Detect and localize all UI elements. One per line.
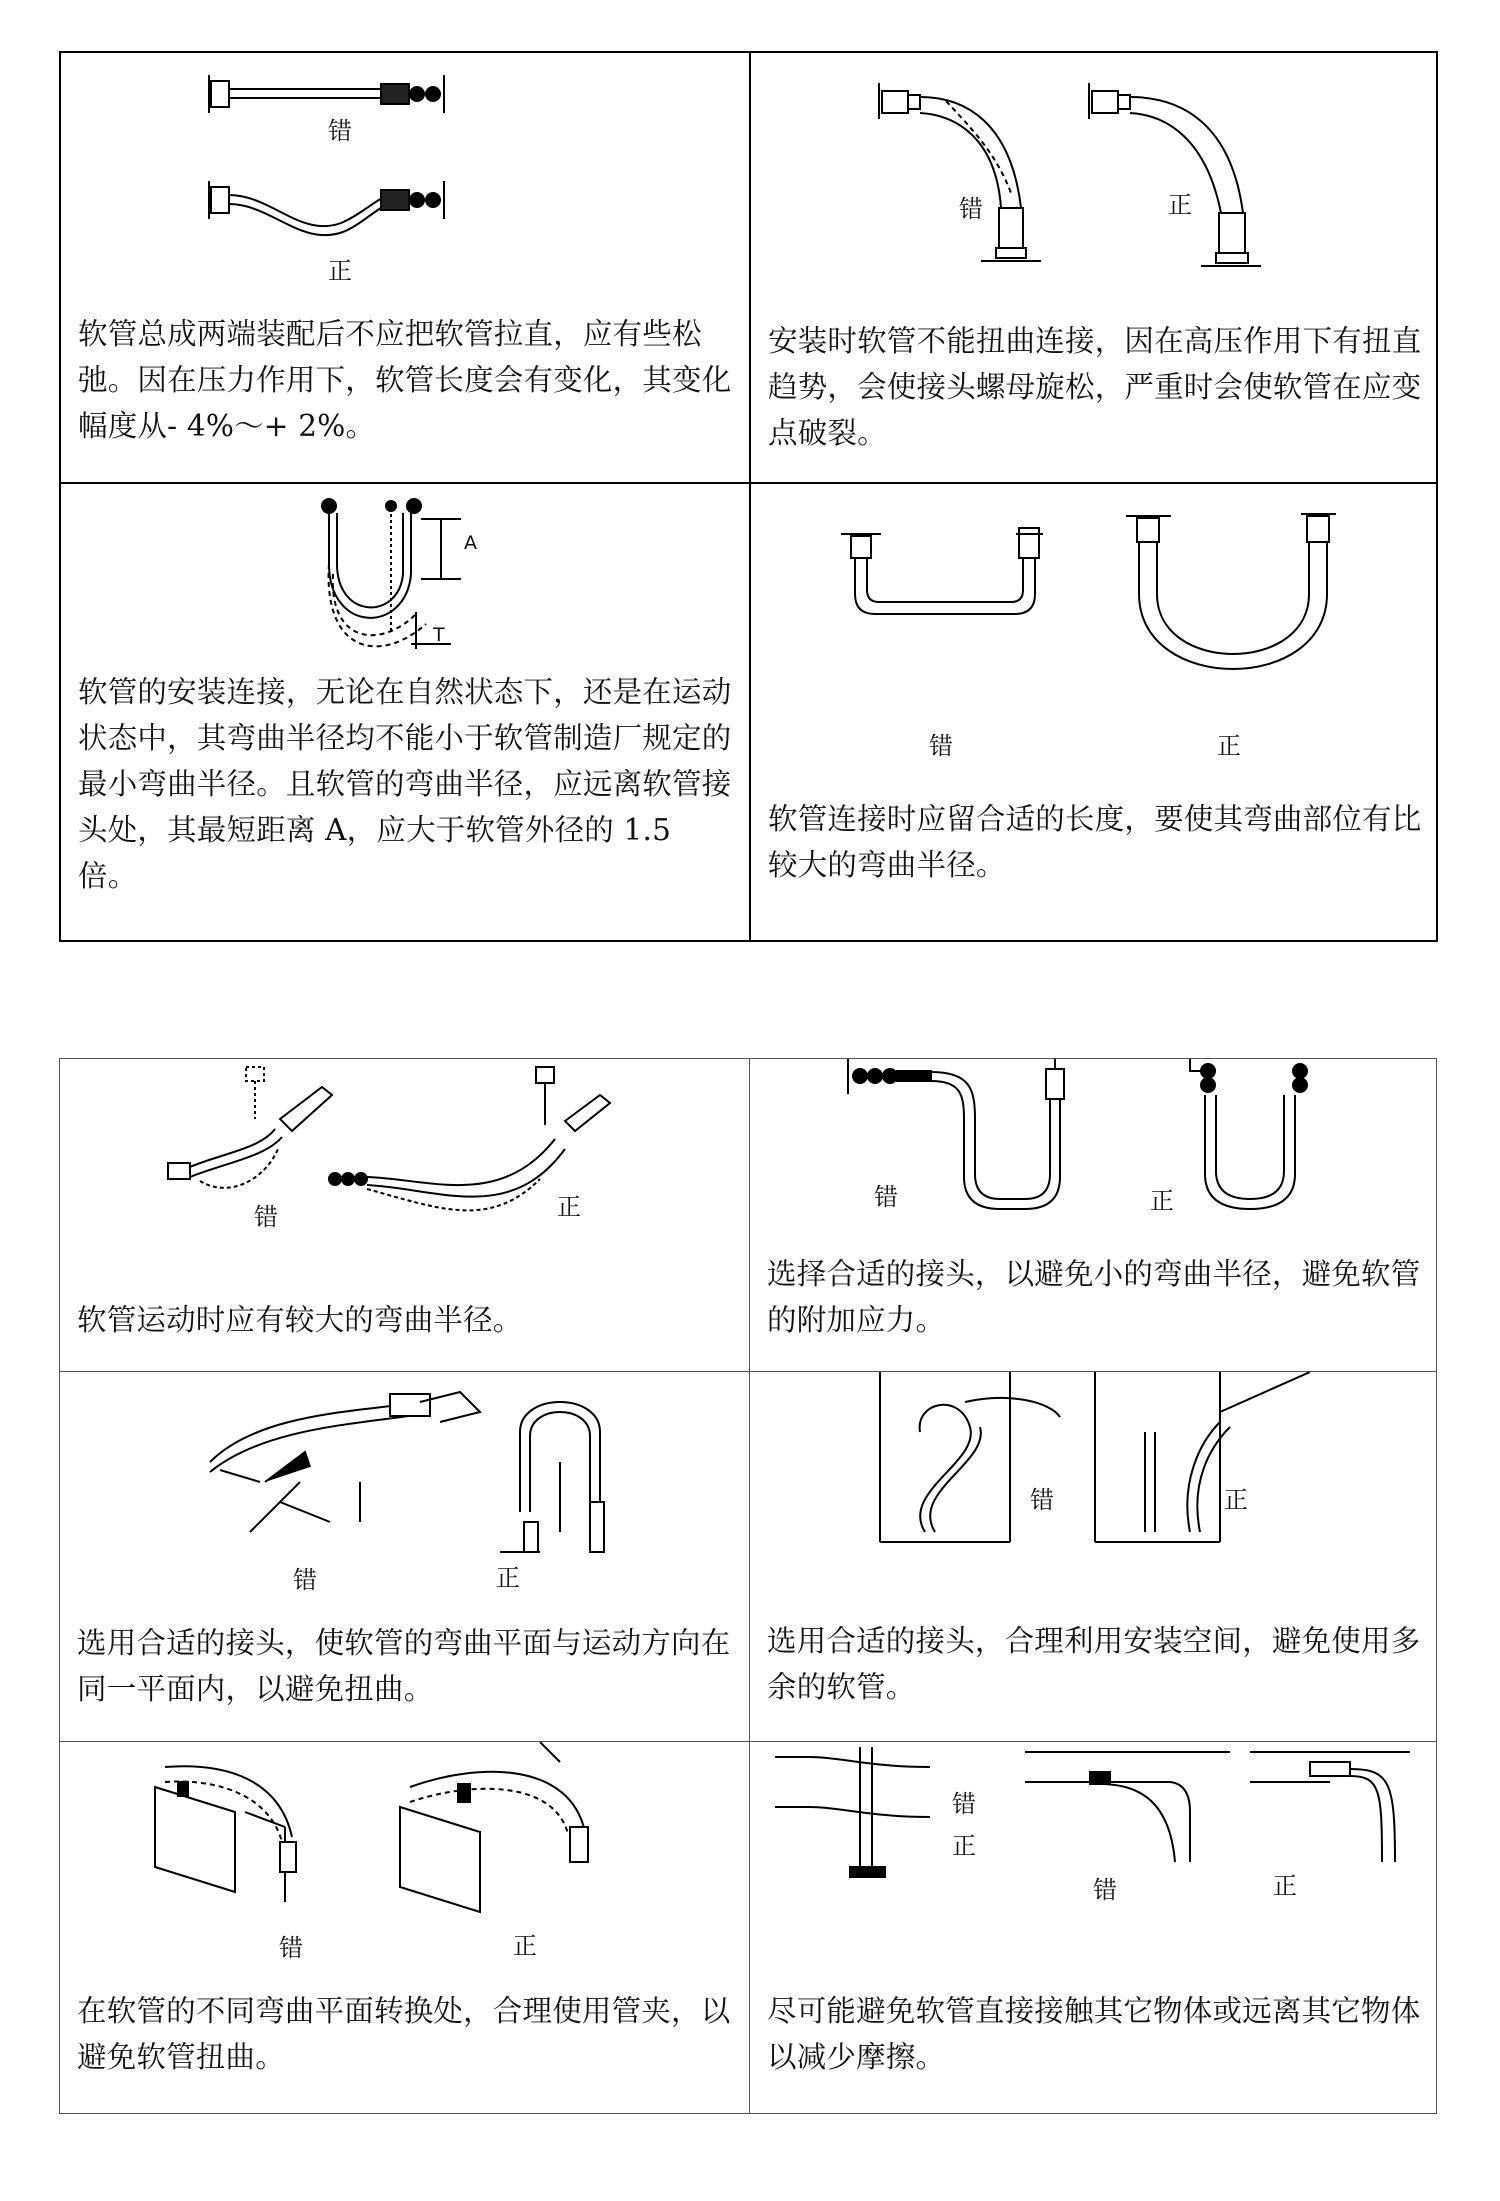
- cell-description: 选用合适的接头，合理利用安装空间，避免使用多余的软管。: [767, 1624, 1421, 1704]
- cell-moving-hose: [60, 1059, 750, 1372]
- twisted-vs-untwisted-hose-figure: [751, 53, 1438, 293]
- hose-length-figure: [751, 484, 1438, 714]
- install-space-figure: [750, 1372, 1437, 1572]
- hose-installation-table-1: [59, 51, 1438, 942]
- fitting-choice-figure: [750, 1059, 1437, 1259]
- cell-description: 软管运动时应有较大的弯曲半径。: [77, 1303, 523, 1337]
- cell-description: 尽可能避免软管直接接触其它物体或远离其它物体以减少摩擦。: [767, 1994, 1421, 2074]
- label-right: 正: [1224, 1486, 1248, 1514]
- cell-avoid-friction: [750, 1742, 1437, 2114]
- cell-description: 软管的安装连接，无论在自然状态下，还是在运动状态中，其弯曲半径均不能小于软管制造厂规定的最小弯曲半径。且软管的弯曲半径，应远离软管接头处，其最短距离 A，应大于软管外径的 1.5 倍。: [78, 675, 732, 893]
- cell-hose-clamp: [60, 1742, 750, 2114]
- label-wrong: 错: [1093, 1876, 1117, 1904]
- label-wrong: 错: [874, 1183, 898, 1211]
- label-wrong: 错: [328, 117, 352, 145]
- bend-plane-figure: [60, 1372, 750, 1572]
- label-right: 正: [1168, 191, 1192, 219]
- dimension-label-a: A: [464, 532, 477, 554]
- cell-description: 选用合适的接头，使软管的弯曲平面与运动方向在同一平面内，以避免扭曲。: [77, 1626, 731, 1706]
- label-right: 正: [1217, 732, 1241, 760]
- hose-clamp-figure: [60, 1742, 750, 1942]
- label-wrong: 错: [279, 1934, 303, 1962]
- dimension-label-t: T: [433, 624, 445, 646]
- label-wrong: 错: [1030, 1486, 1054, 1514]
- label-right: 正: [328, 257, 352, 285]
- min-bend-radius-figure: [61, 484, 751, 684]
- cell-description: 安装时软管不能扭曲连接，因在高压作用下有扭直趋势，会使接头螺母旋松，严重时会使软管在应变点破裂。: [768, 324, 1422, 450]
- label-right: 正: [496, 1564, 520, 1592]
- label-right: 正: [1150, 1187, 1174, 1215]
- moving-hose-bend-figure: [60, 1059, 750, 1259]
- label-wrong: 错: [929, 732, 953, 760]
- label-right: 正: [1273, 1872, 1297, 1900]
- label-right: 正: [513, 1932, 537, 1960]
- cell-description: 软管连接时应留合适的长度，要使其弯曲部位有比较大的弯曲半径。: [768, 802, 1422, 882]
- cell-bend-radius: [60, 483, 750, 941]
- label-wrong: 错: [952, 1790, 976, 1818]
- label-right: 正: [557, 1193, 581, 1221]
- cell-description: 选择合适的接头，以避免小的弯曲半径，避免软管的附加应力。: [767, 1257, 1421, 1337]
- label-right: 正: [952, 1832, 976, 1860]
- label-wrong: 错: [254, 1203, 278, 1231]
- cell-hose-length: [750, 483, 1437, 941]
- label-wrong: 错: [293, 1566, 317, 1594]
- label-wrong: 错: [959, 195, 983, 223]
- cell-description: 软管总成两端装配后不应把软管拉直，应有些松弛。因在压力作用下，软管长度会有变化，其变化幅度从- 4%～+ 2%。: [78, 317, 732, 443]
- cell-description: 在软管的不同弯曲平面转换处，合理使用管夹，以避免软管扭曲。: [77, 1994, 731, 2074]
- cell-twisted-hose: [750, 52, 1437, 483]
- avoid-friction-figure: [750, 1742, 1437, 1942]
- cell-bend-plane: [60, 1372, 750, 1742]
- cell-straight-hose: [60, 52, 750, 483]
- cell-install-space: [750, 1372, 1437, 1742]
- straight-vs-slack-hose-figure: [61, 53, 751, 313]
- hose-installation-table-2: [59, 1058, 1437, 2114]
- cell-fitting-choice: [750, 1059, 1437, 1372]
